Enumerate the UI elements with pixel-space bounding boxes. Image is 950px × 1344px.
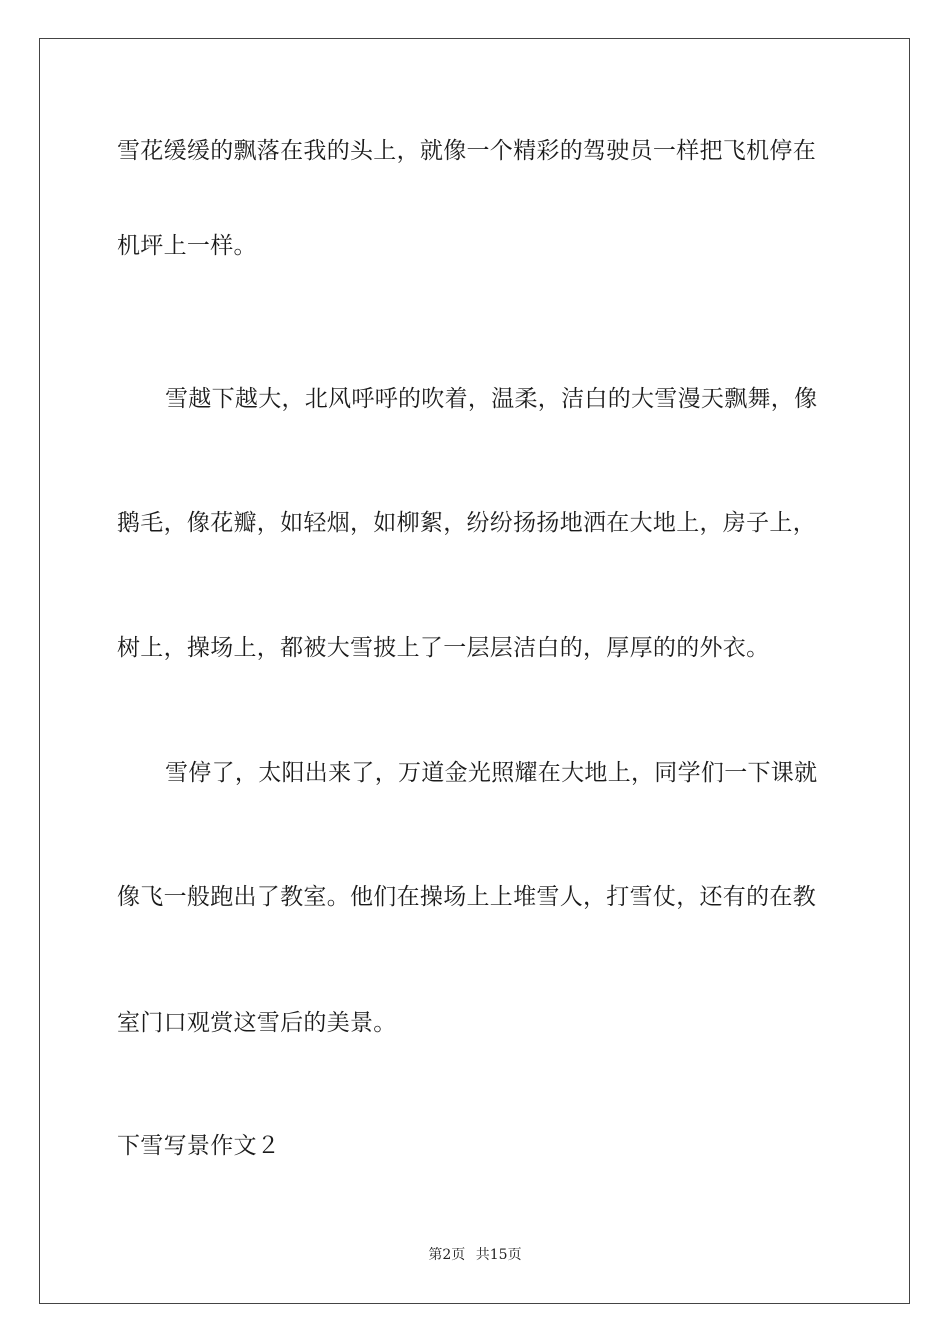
text-line-3: 雪越下越大，北风呼呼的吹着，温柔，洁白的大雪漫天飘舞，像 bbox=[165, 386, 818, 412]
text-line-1: 雪花缓缓的飘落在我的头上，就像一个精彩的驾驶员一样把飞机停在 bbox=[117, 138, 816, 164]
text-line-8: 室门口观赏这雪后的美景。 bbox=[117, 1010, 397, 1036]
page-total: 共15页 bbox=[475, 1247, 522, 1263]
page-number: 第2页 bbox=[428, 1247, 466, 1263]
text-line-2: 机坪上一样。 bbox=[117, 233, 257, 259]
page-footer bbox=[0, 1246, 950, 1264]
text-line-5: 树上，操场上，都被大雪披上了一层层洁白的，厚厚的的外衣。 bbox=[117, 635, 770, 661]
text-line-7: 像飞一般跑出了教室。他们在操场上上堆雪人，打雪仗，还有的在教 bbox=[117, 884, 816, 910]
section-heading: 下雪写景作文２ bbox=[117, 1133, 281, 1159]
page-border bbox=[39, 38, 910, 1304]
text-line-4: 鹅毛，像花瓣，如轻烟，如柳絮，纷纷扬扬地洒在大地上，房子上， bbox=[117, 510, 816, 536]
text-line-6: 雪停了，太阳出来了，万道金光照耀在大地上，同学们一下课就 bbox=[165, 760, 818, 786]
